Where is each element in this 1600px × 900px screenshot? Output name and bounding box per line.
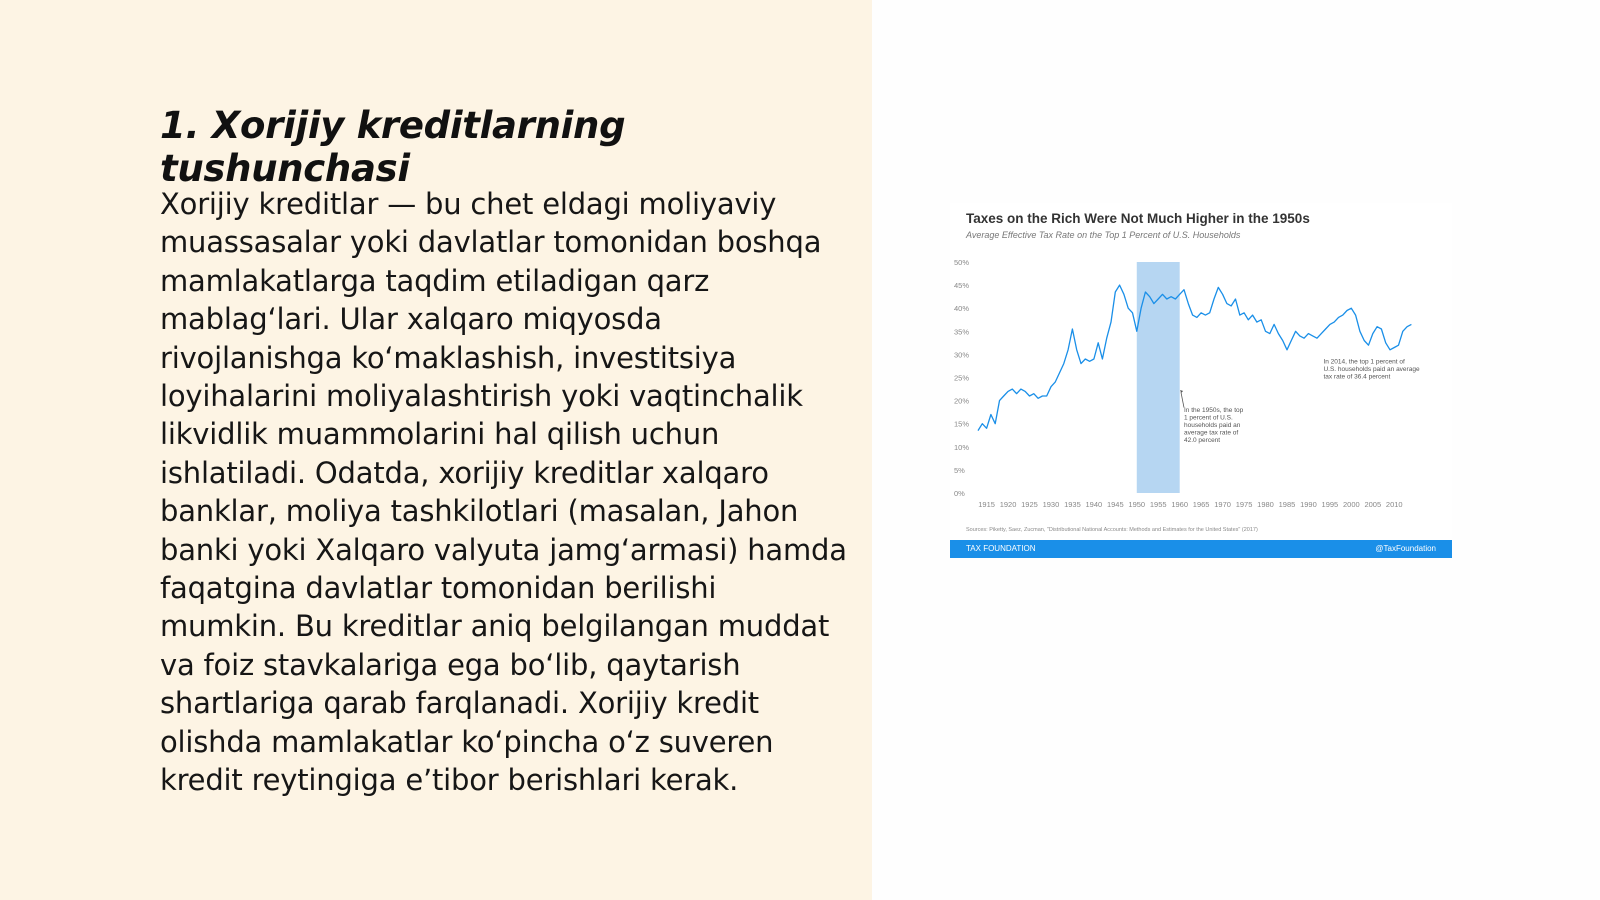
- tax-rate-chart: [950, 203, 1452, 558]
- annotation-1950s: average tax rate of: [1183, 429, 1239, 437]
- x-tick-label: 1965: [1192, 500, 1210, 509]
- y-tick-label: 0%: [954, 489, 965, 498]
- footer-handle: @TaxFoundation: [1375, 544, 1436, 553]
- y-tick-label: 40%: [954, 304, 970, 314]
- x-tick-label: 1980: [1257, 500, 1274, 509]
- x-tick-label: 1975: [1235, 500, 1253, 509]
- x-tick-label: 1940: [1085, 500, 1103, 509]
- y-tick-label: 15%: [954, 419, 970, 429]
- x-tick-label: 1960: [1171, 500, 1189, 509]
- x-tick-label: 1945: [1106, 500, 1124, 509]
- x-tick-label: 1970: [1214, 500, 1231, 509]
- x-tick-label: 2005: [1364, 500, 1382, 509]
- y-tick-label: 10%: [954, 442, 970, 452]
- x-tick-label: 1955: [1149, 500, 1167, 509]
- x-tick-label: 2000: [1342, 500, 1360, 509]
- footer-brand: TAX FOUNDATION: [966, 544, 1036, 553]
- x-tick-label: 1990: [1300, 500, 1317, 509]
- y-tick-label: 50%: [954, 258, 970, 267]
- x-tick-label: 1985: [1278, 500, 1296, 509]
- y-tick-label: 35%: [954, 327, 970, 337]
- x-tick-label: 2010: [1385, 500, 1403, 509]
- x-tick-label: 1915: [978, 500, 995, 509]
- annotation-arrow: [1181, 392, 1184, 407]
- annotation-2014: U.S. households paid an average: [1323, 366, 1420, 374]
- annotation-1950s: 42.0 percent: [1183, 437, 1221, 445]
- annotation-2014: In 2014, the top 1 percent of: [1323, 358, 1405, 366]
- x-tick-label: 1925: [1021, 500, 1038, 509]
- x-tick-label: 1930: [1042, 500, 1060, 509]
- y-tick-label: 20%: [954, 396, 970, 406]
- x-tick-label: 1920: [999, 500, 1017, 509]
- y-tick-label: 5%: [954, 465, 965, 475]
- chart-title: Taxes on the Rich Were Not Much Higher in the 1950s: [966, 211, 1310, 226]
- y-tick-label: 30%: [954, 350, 970, 360]
- x-tick-label: 1935: [1064, 500, 1081, 509]
- x-tick-label: 1995: [1321, 500, 1339, 509]
- x-tick-label: 1950: [1128, 500, 1146, 509]
- annotation-2014: tax rate of 36.4 percent: [1323, 373, 1391, 381]
- highlight-band-1950s: [1137, 262, 1180, 493]
- chart-plot: [950, 203, 1452, 533]
- y-tick-label: 45%: [954, 281, 970, 291]
- y-tick-label: 25%: [954, 373, 970, 383]
- annotation-1950s: households paid an: [1183, 422, 1241, 430]
- chart-footer-bar: [950, 540, 1452, 558]
- slide-title: 1. Xorijiy kreditlarning tushunchasi: [160, 104, 626, 190]
- chart-subtitle: Average Effective Tax Rate on the Top 1 Percent of U.S. Households: [966, 230, 1241, 240]
- annotation-1950s: 1 percent of U.S.: [1183, 414, 1233, 422]
- annotation-1950s: In the 1950s, the top: [1183, 407, 1244, 415]
- slide-body-text: Xorijiy kreditlar — bu chet eldagi moliyaviy muassasalar yoki davlatlar tomonidan boshqa mamlakatlarga taqdim etiladigan qarz mablag‘lari. Ular xalqaro miqyosda rivojlanishga ko‘maklashish, investitsiya loyihalarini moliyalashtirish yoki vaqtinchalik likvidlik muammolarini hal qilish uchun ishlatiladi. Odatda, xorijiy kreditlar xalqaro banklar, moliya tashkilotlari (masalan, Jahon banki yoki Xalqaro valyuta jamg‘armasi) hamda faqatgina davlatlar tomonidan berilishi mumkin. Bu kreditlar aniq belgilangan muddat va foiz stavkalariga ega bo‘lib, qaytarish shartlariga qarab farqlanadi. Xorijiy kredit olishda mamlakatlar ko‘pincha o‘z suveren kredit reytingiga e’tibor berishlari kerak.: [160, 187, 847, 798]
- chart-source: Sources: Piketty, Saez, Zucman, "Distributional National Accounts: Methods and Estimates for the United States" (2017): [966, 527, 1258, 533]
- annotation-arrowhead: [1180, 390, 1183, 393]
